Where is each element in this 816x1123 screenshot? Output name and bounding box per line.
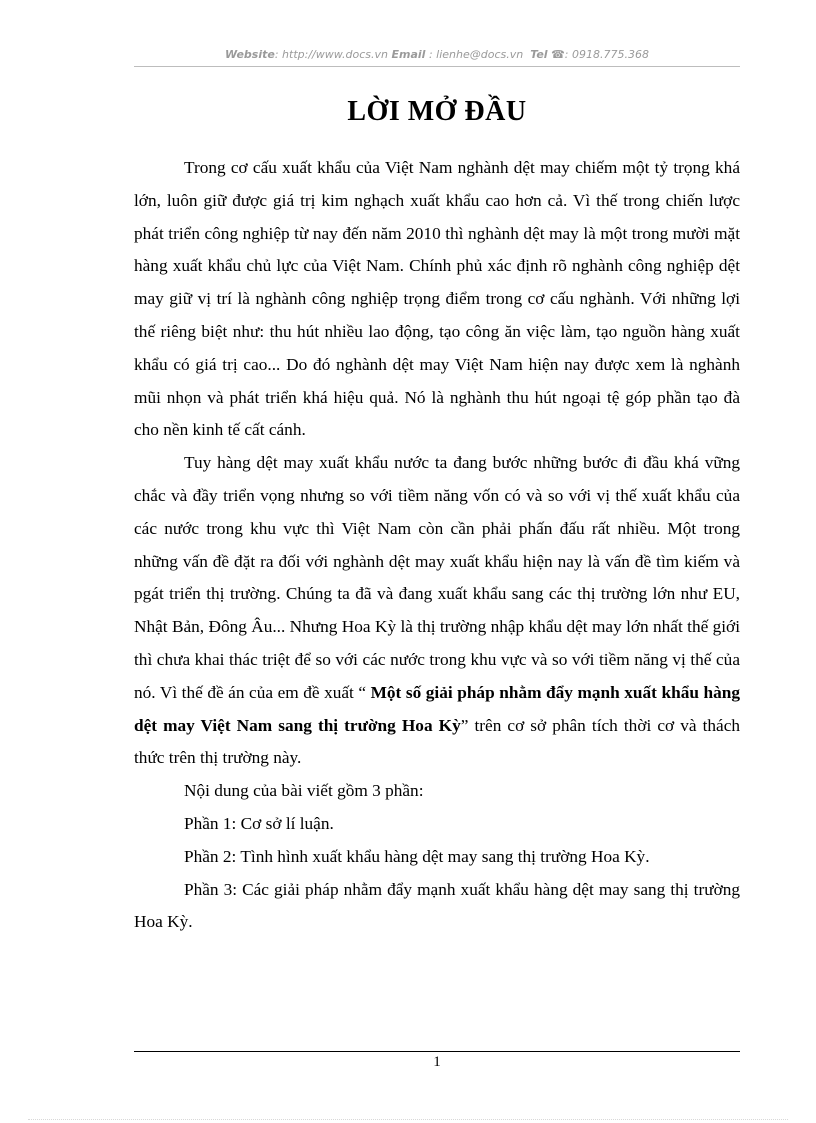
paragraph-part-1: Phần 1: Cơ sở lí luận. [184,813,334,833]
paragraph-market-end: ” trên cơ sở phân tích thời cơ và thách thức trên thị trường này. [134,715,741,768]
tel-label: Tel [530,48,548,61]
paragraph-intro: Trong cơ cấu xuất khẩu của Việt Nam nghành dệt may chiếm một tỷ trọng khá lớn, luôn giữ được giá trị kim nghạch xuất khẩu cao hơn cả. Vì thế trong chiến lược phát triển công nghiệp từ nay đến năm 2010 thì nghành dệt may là một trong mười mặt hàng xuất khẩu chủ lực của Việt Nam. Chính phủ xác định rõ nghành công nghiệp dệt may giữ vị trí là nghành công nghiệp trọng điểm trong cơ cấu nghành. Với những lợi thế riêng biệt như: thu hút nhiều lao động, tạo công ăn việc làm, tạo nguồn hàng xuất khẩu có giá trị cao... Do đó nghành dệt may Việt Nam hiện nay được xem là nghành mũi nhọn và phát triển khá hiệu quả. Nó là nghành thu hút ngoại tệ góp phần tạo đà cho nền kinh tế cất cánh. [134,158,740,440]
website-value: : http://www.docs.vn [274,48,389,61]
page-title: LỜI MỞ ĐẦU [347,96,527,127]
footer-divider [134,1051,740,1052]
paragraph-contents: Nội dung của bài viết gồm 3 phần: [184,781,424,801]
paragraph-market-start: Tuy hàng dệt may xuất khẩu nước ta đang bước những bước đi đầu khá vững chắc và đầy triển vọng nhưng so với tiềm năng vốn có và so với vị thế xuất khẩu của các nước trong khu vực thì Việt Nam còn cần phải phấn đấu rất nhiều. Một trong những vấn đề đặt ra đối với nghành dệt may xuất khẩu hiện nay là vấn đề tìm kiếm và pgát triển thị trường. Chúng ta đã và đang xuất khẩu sang các thị trường lớn như EU, Nhật Bản, Đông Âu... Nhưng Hoa Kỳ là thị trường nhập khẩu dệt may lớn nhất thế giới thì chưa khai thác triệt để so với các nước trong khu vực và so với tiềm năng vị thế của nó. Vì thế đề án của em đề xuất “ [134,453,740,702]
page-header [134,48,740,61]
paragraph-part-3: Phần 3: Các giải pháp nhằm đẩy mạnh xuất khẩu hàng dệt may sang thị trường Hoa Kỳ. [134,879,740,932]
project-title: Một số giải pháp nhằm đẩy mạnh xuất khẩu hàng dệt may Việt Nam sang thị trường Hoa Kỳ [134,682,740,735]
phone-icon: ☎ [551,48,565,61]
paragraph-market [134,447,740,775]
email-label: Email [391,48,426,61]
email-value: : lienhe@docs.vn [425,48,524,61]
header-divider [134,66,740,67]
paragraph-part-2: Phần 2: Tình hình xuất khẩu hàng dệt may sang thị trường Hoa Kỳ. [184,846,650,866]
page-number: 1 [433,1054,441,1070]
tel-value: : 0918.775.368 [564,48,649,61]
body-text [134,152,740,939]
website-label: Website [225,48,275,61]
page-bottom-border [28,1119,788,1120]
